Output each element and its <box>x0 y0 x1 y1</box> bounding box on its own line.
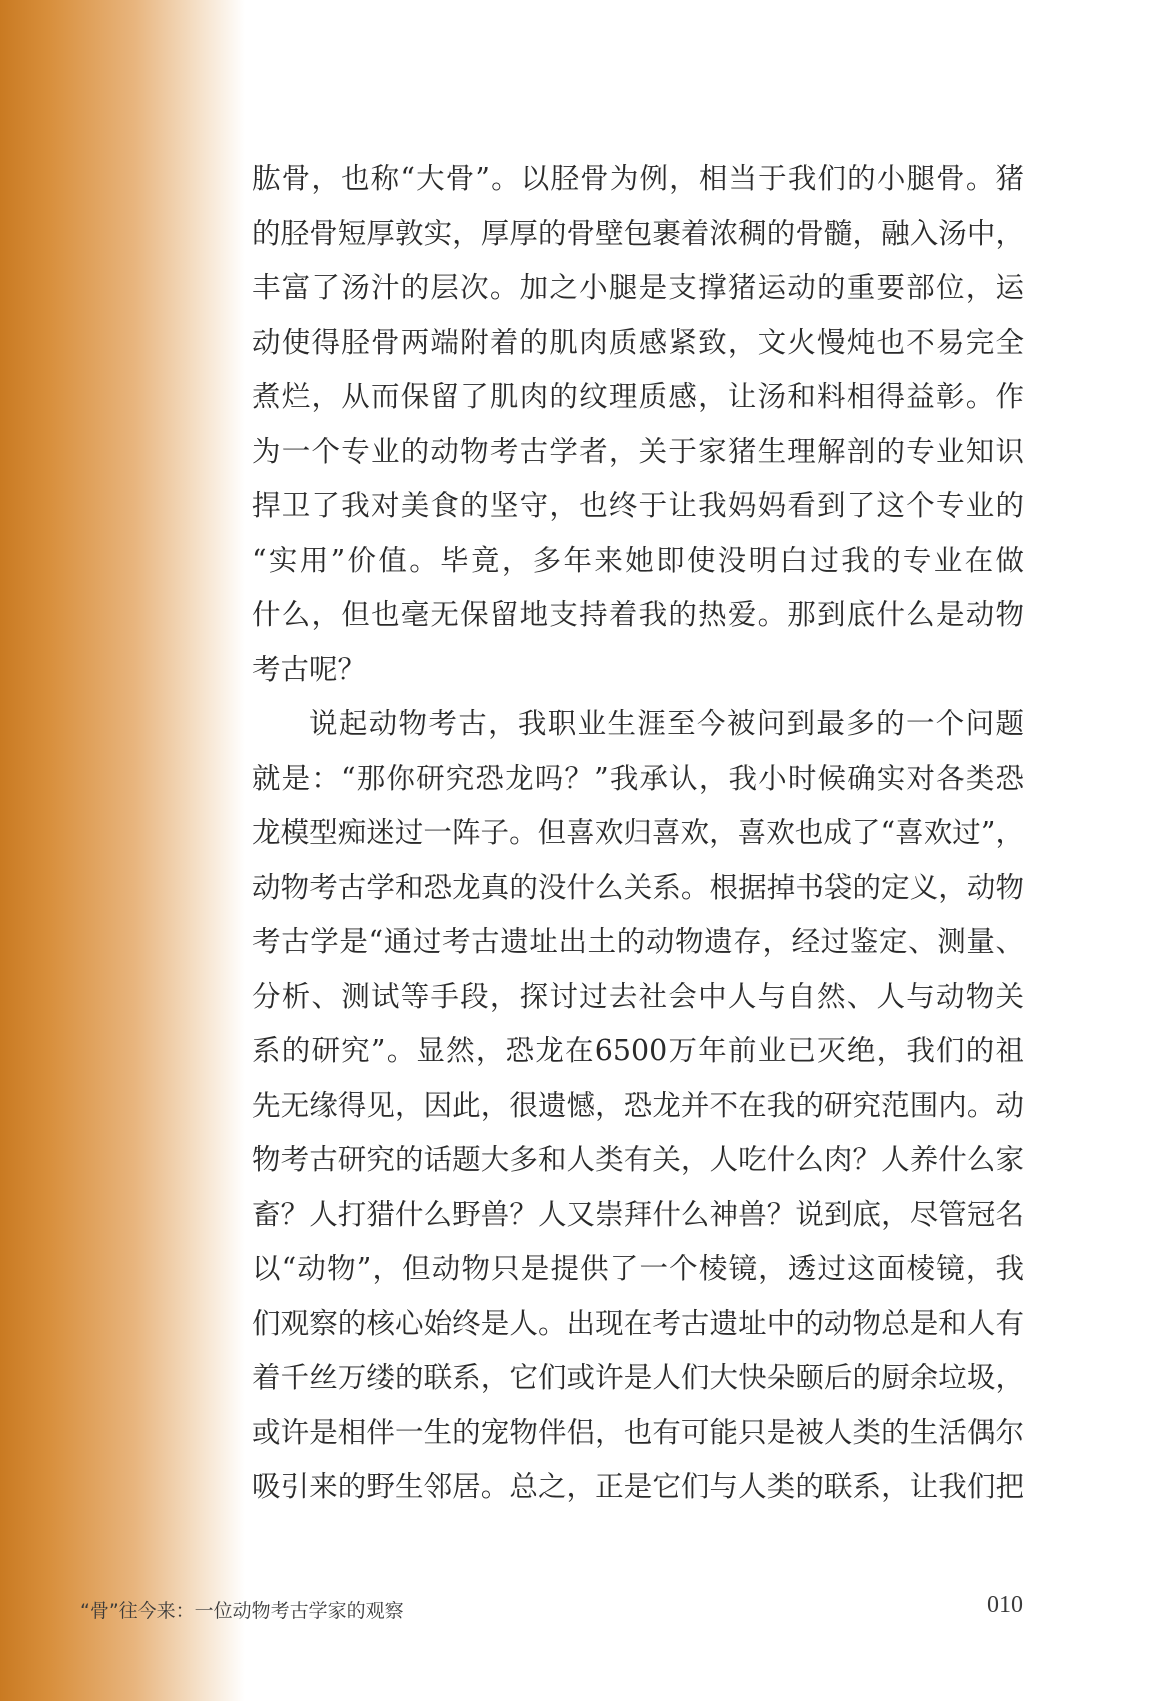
text-line: 煮烂，从而保留了肌肉的纹理质感，让汤和料相得益彰。作 <box>252 380 1024 413</box>
text-line: 考古学是“通过考古遗址出土的动物遗存，经过鉴定、测量、 <box>252 925 1024 958</box>
footer-book-title: “骨”往今来：一位动物考古学家的观察 <box>80 1600 404 1622</box>
text-line: 吸引来的野生邻居。总之，正是它们与人类的联系，让我们把 <box>252 1470 1024 1503</box>
text-line: 龙模型痴迷过一阵子。但喜欢归喜欢，喜欢也成了“喜欢过”， <box>252 816 1024 849</box>
body-text <box>252 152 1024 1515</box>
text-line: 动使得胫骨两端附着的肌肉质感紧致，文火慢炖也不易完全 <box>252 325 1024 359</box>
text-line: 为一个专业的动物考古学者，关于家猪生理解剖的专业知识 <box>252 434 1024 468</box>
page-number: 010 <box>987 1592 1023 1618</box>
text-line: 什么，但也毫无保留地支持着我的热爱。那到底什么是动物 <box>252 598 1024 631</box>
text-line: 捍卫了我对美食的坚守，也终于让我妈妈看到了这个专业的 <box>252 489 1024 522</box>
page-edge-gradient <box>0 0 245 1701</box>
text-line: 肱骨，也称“大骨”。以胫骨为例，相当于我们的小腿骨。猪 <box>252 162 1024 195</box>
text-line: “实用”价值。毕竟，多年来她即使没明白过我的专业在做 <box>252 543 1024 577</box>
text-line: 说起动物考古，我职业生涯至今被问到最多的一个问题 <box>309 707 1024 740</box>
text-line: 先无缘得见，因此，很遗憾，恐龙并不在我的研究范围内。动 <box>252 1088 1024 1122</box>
text-line: 的胫骨短厚敦实，厚厚的骨壁包裹着浓稠的骨髓，融入汤中， <box>252 216 1024 250</box>
text-line: 分析、测试等手段，探讨过去社会中人与自然、人与动物关 <box>252 979 1024 1013</box>
text-line: 动物考古学和恐龙真的没什么关系。根据掉书袋的定义，动物 <box>252 870 1024 904</box>
text-line: 着千丝万缕的联系，它们或许是人们大快朵颐后的厨余垃圾， <box>252 1361 1024 1394</box>
text-line: 丰富了汤汁的层次。加之小腿是支撑猪运动的重要部位，运 <box>252 271 1024 304</box>
text-line: 畜？人打猎什么野兽？人又崇拜什么神兽？说到底，尽管冠名 <box>252 1197 1024 1231</box>
text-line: 或许是相伴一生的宠物伴侣，也有可能只是被人类的生活偶尔 <box>252 1415 1024 1449</box>
text-line: 们观察的核心始终是人。出现在考古遗址中的动物总是和人有 <box>252 1306 1024 1340</box>
text-line: 就是：“那你研究恐龙吗？”我承认，我小时候确实对各类恐 <box>252 761 1024 795</box>
text-line: 系的研究”。显然，恐龙在6500万年前业已灭绝，我们的祖 <box>252 1034 1024 1067</box>
text-line: 以“动物”，但动物只是提供了一个棱镜，透过这面棱镜，我 <box>252 1252 1024 1285</box>
text-line: 考古呢？ <box>252 652 367 686</box>
text-line: 物考古研究的话题大多和人类有关，人吃什么肉？人养什么家 <box>252 1143 1024 1176</box>
